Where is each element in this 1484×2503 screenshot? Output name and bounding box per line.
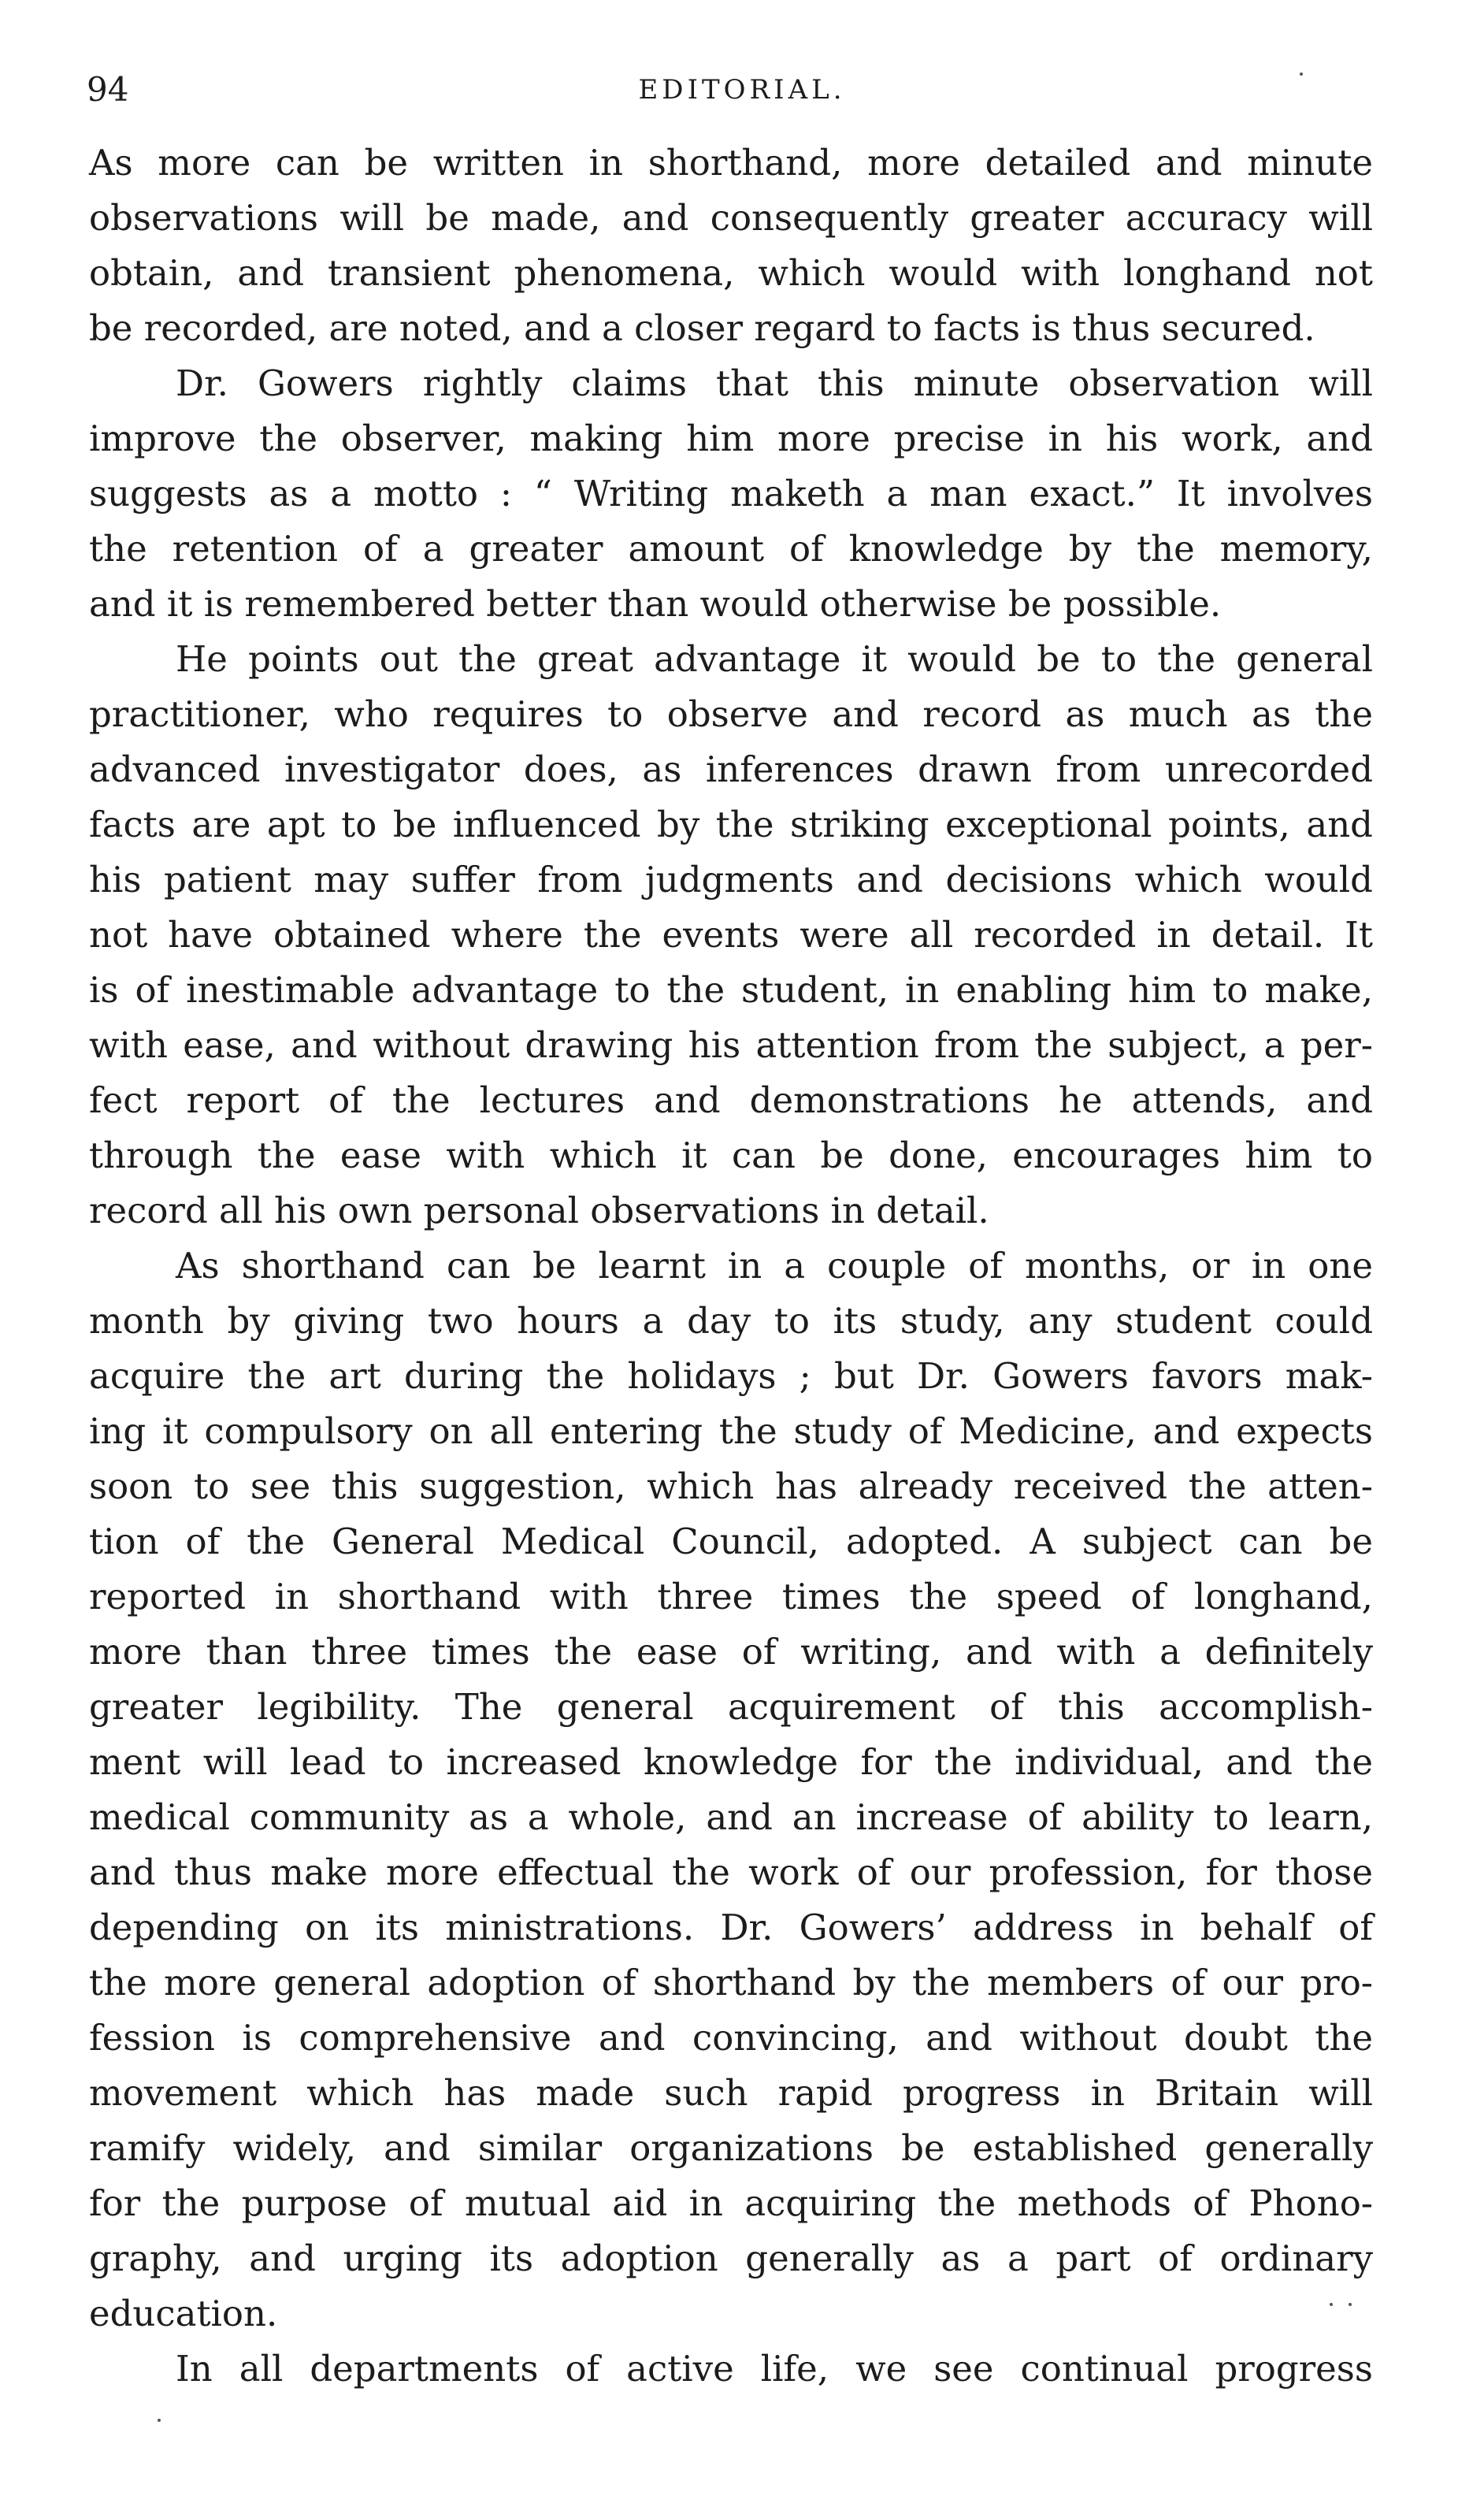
text-line: and it is remembered better than would otherwise be possible. (89, 583, 1222, 625)
text-line: graphy, and urging its adoption generally as a part of ordinary (89, 2237, 1373, 2279)
text-line: be recorded, are noted, and a closer regard to facts is thus secured. (89, 307, 1315, 349)
text-line: more than three times the ease of writing, and with a definitely (89, 1631, 1373, 1673)
text-line: his patient may suffer from judgments and decisions which would (89, 859, 1373, 901)
text-line: He points out the great advantage it would be to the general (176, 638, 1373, 680)
text-line: As more can be written in shorthand, more detailed and minute (89, 142, 1373, 184)
text-line: medical community as a whole, and an increase of ability to learn, (89, 1796, 1373, 1838)
body-text (89, 136, 1373, 2397)
paragraph-5 (89, 2341, 1373, 2397)
text-line: is of inestimable advantage to the student, in enabling him to make, (89, 969, 1373, 1011)
text-line: depending on its ministrations. Dr. Gowers’ address in behalf of (89, 1907, 1373, 1948)
text-line: ment will lead to increased knowledge for the individual, and the (89, 1741, 1373, 1783)
text-line: suggests as a motto : “ Writing maketh a man exact.” It involves (89, 473, 1373, 514)
print-speck (1330, 2303, 1333, 2306)
text-line: for the purpose of mutual aid in acquiring the methods of Phono- (89, 2182, 1373, 2224)
print-speck (158, 2419, 161, 2422)
paragraph-3 (89, 632, 1373, 1239)
text-line: record all his own personal observations in detail. (89, 1190, 989, 1231)
text-line: improve the observer, making him more precise in his work, and (89, 418, 1373, 459)
text-line: facts are apt to be influenced by the striking exceptional points, and (89, 804, 1373, 845)
text-line: reported in shorthand with three times the speed of longhand, (89, 1576, 1373, 1617)
text-line: greater legibility. The general acquirement of this accomplish- (89, 1686, 1373, 1728)
text-line: obtain, and transient phenomena, which would with longhand not (89, 252, 1373, 294)
paragraph-1 (89, 136, 1373, 356)
page-header (87, 66, 1397, 113)
text-line: acquire the art during the holidays ; but Dr. Gowers favors mak- (89, 1355, 1373, 1397)
text-line: with ease, and without drawing his attention from the subject, a per- (89, 1024, 1373, 1066)
paragraph-2 (89, 356, 1373, 632)
text-line: and thus make more effectual the work of our profession, for those (89, 1851, 1373, 1893)
text-line: fect report of the lectures and demonstrations he attends, and (89, 1079, 1373, 1121)
text-line: As shorthand can be learnt in a couple of months, or in one (176, 1245, 1373, 1287)
text-line: tion of the General Medical Council, adopted. A subject can be (89, 1521, 1373, 1562)
text-line: ing it compulsory on all entering the study of Medicine, and expects (89, 1410, 1373, 1452)
paragraph-4 (89, 1239, 1373, 2341)
text-line: the more general adoption of shorthand by the members of our pro- (89, 1962, 1373, 2004)
text-line: month by giving two hours a day to its study, any student could (89, 1300, 1373, 1342)
text-line: observations will be made, and consequently greater accuracy will (89, 197, 1373, 239)
print-speck (1300, 72, 1303, 76)
running-head: EDITORIAL. (638, 74, 846, 106)
text-line: In all departments of active life, we see continual progress (176, 2348, 1373, 2390)
text-line: Dr. Gowers rightly claims that this minute observation will (176, 362, 1373, 404)
text-line: movement which has made such rapid progress in Britain will (89, 2072, 1373, 2114)
text-line: practitioner, who requires to observe and record as much as the (89, 693, 1373, 735)
text-line: through the ease with which it can be done, encourages him to (89, 1135, 1373, 1176)
text-line: the retention of a greater amount of knowledge by the memory, (89, 528, 1373, 570)
text-line: ramify widely, and similar organizations be established generally (89, 2127, 1373, 2169)
text-line: not have obtained where the events were all recorded in detail. It (89, 914, 1373, 956)
text-line: fession is comprehensive and convincing, and without doubt the (89, 2017, 1373, 2059)
page-number: 94 (87, 70, 129, 109)
text-line: advanced investigator does, as inferences drawn from unrecorded (89, 748, 1373, 790)
print-speck (1349, 2303, 1352, 2306)
text-line: education. (89, 2293, 278, 2334)
text-line: soon to see this suggestion, which has already received the atten- (89, 1465, 1373, 1507)
